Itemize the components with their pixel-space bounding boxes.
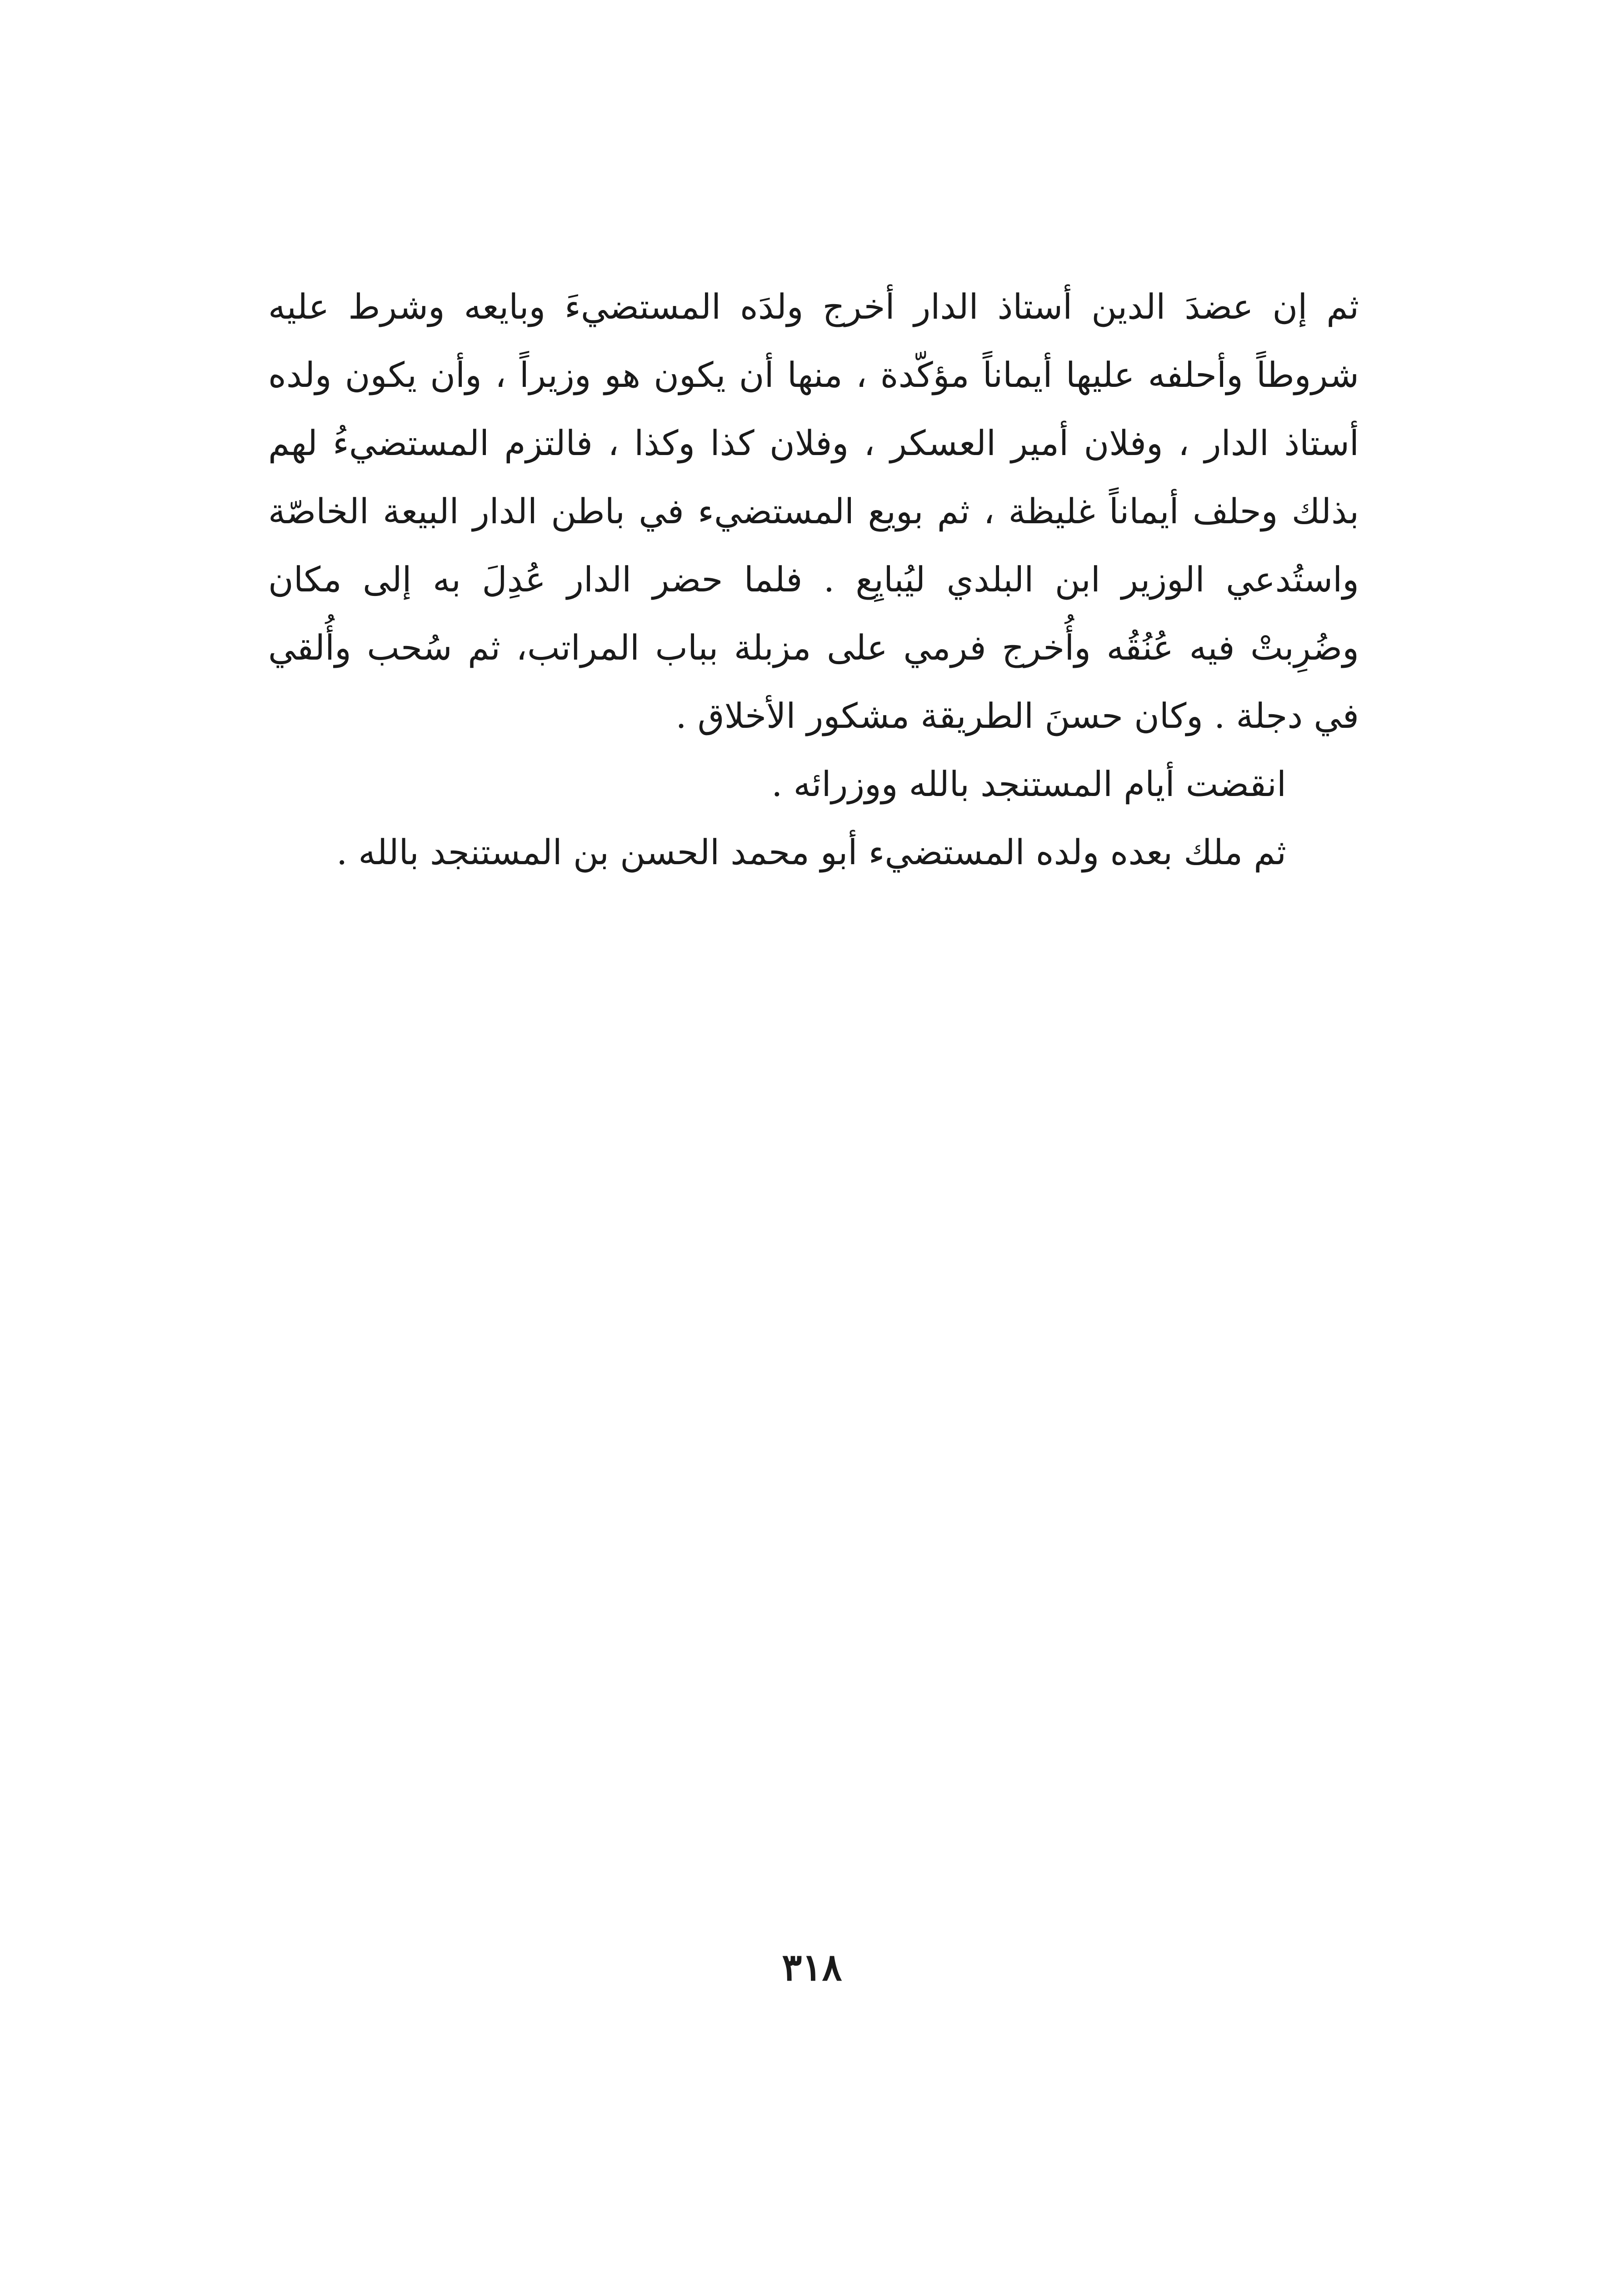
paragraph-line-6: وضُرِبتْ فيه عُنُقُه وأُخرج فرمي على مزبلة بباب المراتب، ثم سُحب وأُلقي (268, 627, 1359, 668)
paragraph-line-7: في دجلة . وكان حسنَ الطريقة مشكور الأخلاق . (675, 696, 1359, 736)
closing-line-2: ثم ملك بعده ولده المستضيء أبو محمد الحسن بن المستنجد بالله . (336, 832, 1286, 872)
page-number: ٣١٨ (782, 1946, 842, 1989)
paragraph-line-4: بذلك وحلف أيماناً غليظة ، ثم بويع المستضيء في باطن الدار البيعة الخاصّة (268, 491, 1359, 531)
paragraph-line-5: واستُدعي الوزير ابن البلدي ليُبايِع . فلما حضر الدار عُدِلَ به إلى مكان (268, 559, 1359, 600)
closing-line-1: انقضت أيام المستنجد بالله ووزرائه . (771, 764, 1286, 804)
paragraph-line-1: ثم إن عضدَ الدين أستاذ الدار أخرج ولدَه المستضيءَ وبايعه وشرط عليه (268, 286, 1359, 327)
main-text-block (268, 273, 1359, 886)
paragraph-line-3: أستاذ الدار ، وفلان أمير العسكر ، وفلان كذا وكذا ، فالتزم المستضيءُ لهم (268, 423, 1359, 463)
paragraph-line-2: شروطاً وأحلفه عليها أيماناً مؤكّدة ، منها أن يكون هو وزيراً ، وأن يكون ولده (268, 355, 1359, 395)
